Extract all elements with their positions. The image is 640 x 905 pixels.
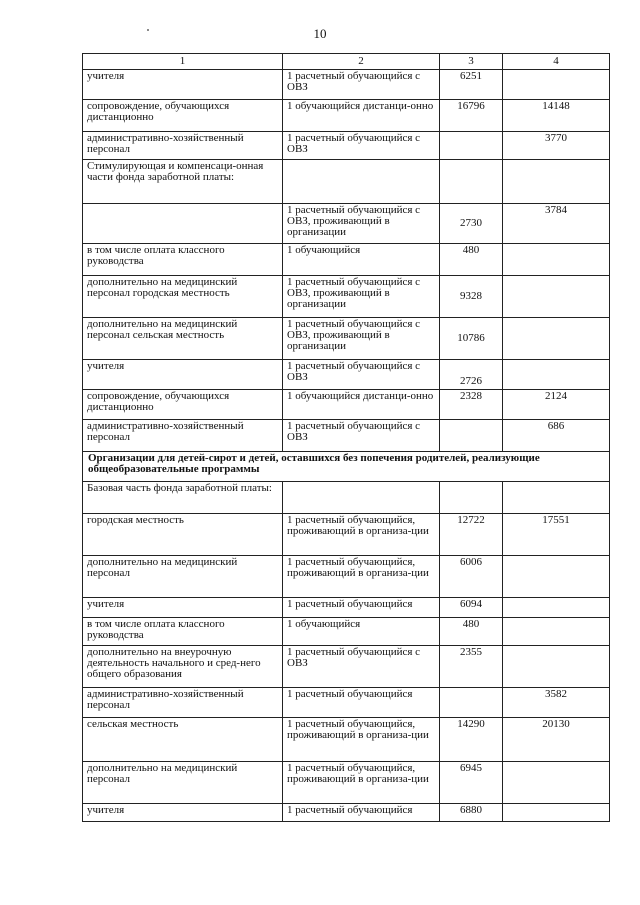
- table-row: [83, 360, 610, 390]
- value-cell: 9328: [440, 276, 503, 318]
- value-cell: [440, 482, 503, 514]
- extra-value-cell: 686: [503, 420, 610, 452]
- unit-cell: 1 расчетный обучающийся, проживающий в организа-ции: [283, 718, 440, 762]
- unit-cell: 1 расчетный обучающийся с ОВЗ: [283, 70, 440, 100]
- extra-value-cell: 3770: [503, 132, 610, 160]
- value-cell: [440, 688, 503, 718]
- table-row: [83, 482, 610, 514]
- unit-cell: 1 расчетный обучающийся с ОВЗ, проживающий в организации: [283, 276, 440, 318]
- extra-value-cell: [503, 646, 610, 688]
- table-row: [83, 514, 610, 556]
- column-number-3: 3: [440, 54, 503, 70]
- value-cell: 2730: [440, 204, 503, 244]
- value-cell: 6094: [440, 598, 503, 618]
- page-number: 10: [313, 26, 327, 41]
- table-row: [83, 100, 610, 132]
- indicator-cell: учителя: [83, 70, 283, 100]
- value-cell: 480: [440, 618, 503, 646]
- extra-value-cell: [503, 360, 610, 390]
- value-cell: [440, 420, 503, 452]
- extra-value-cell: [503, 762, 610, 804]
- table-row: [83, 160, 610, 204]
- table-row: [83, 70, 610, 100]
- extra-value-cell: [503, 160, 610, 204]
- extra-value-cell: [503, 804, 610, 822]
- value-cell: 2355: [440, 646, 503, 688]
- table-row: [83, 646, 610, 688]
- table-row: [83, 132, 610, 160]
- extra-value-cell: 17551: [503, 514, 610, 556]
- unit-cell: 1 обучающийся: [283, 244, 440, 276]
- column-number-2: 2: [283, 54, 440, 70]
- table-row: [83, 244, 610, 276]
- value-cell: 12722: [440, 514, 503, 556]
- table-row: [83, 762, 610, 804]
- extra-value-cell: [503, 618, 610, 646]
- unit-cell: 1 расчетный обучающийся, проживающий в организа-ции: [283, 762, 440, 804]
- table-row: [83, 598, 610, 618]
- extra-value-cell: 14148: [503, 100, 610, 132]
- column-number-4: 4: [503, 54, 610, 70]
- value-cell: 6880: [440, 804, 503, 822]
- indicator-cell: административно-хозяйственный персонал: [83, 688, 283, 718]
- allocation-table: [82, 53, 610, 822]
- indicator-cell: учителя: [83, 804, 283, 822]
- indicator-cell: дополнительно на медицинский персонал городская местность: [83, 276, 283, 318]
- extra-value-cell: 20130: [503, 718, 610, 762]
- unit-cell: 1 расчетный обучающийся с ОВЗ, проживающий в организации: [283, 204, 440, 244]
- table-row: [83, 804, 610, 822]
- table-row: [83, 276, 610, 318]
- table-body: [83, 70, 610, 822]
- table-row: [83, 318, 610, 360]
- indicator-cell: учителя: [83, 598, 283, 618]
- indicator-cell: дополнительно на медицинский персонал сельская местность: [83, 318, 283, 360]
- unit-cell: 1 расчетный обучающийся, проживающий в организа-ции: [283, 514, 440, 556]
- indicator-cell: дополнительно на медицинский персонал: [83, 762, 283, 804]
- indicator-cell: административно-хозяйственный персонал: [83, 132, 283, 160]
- unit-cell: 1 расчетный обучающийся с ОВЗ, проживающий в организации: [283, 318, 440, 360]
- extra-value-cell: [503, 598, 610, 618]
- extra-value-cell: [503, 482, 610, 514]
- column-number-row: [83, 54, 610, 70]
- extra-value-cell: [503, 556, 610, 598]
- extra-value-cell: [503, 276, 610, 318]
- table-row: [83, 420, 610, 452]
- unit-cell: 1 обучающийся: [283, 618, 440, 646]
- indicator-cell: сопровождение, обучающихся дистанционно: [83, 100, 283, 132]
- column-number-1: 1: [83, 54, 283, 70]
- scan-speck: [147, 29, 149, 31]
- indicator-cell: городская местность: [83, 514, 283, 556]
- indicator-cell: Базовая часть фонда заработной платы:: [83, 482, 283, 514]
- table-row: [83, 718, 610, 762]
- extra-value-cell: [503, 244, 610, 276]
- indicator-cell: сельская местность: [83, 718, 283, 762]
- unit-cell: [283, 482, 440, 514]
- unit-cell: [283, 160, 440, 204]
- indicator-cell: учителя: [83, 360, 283, 390]
- extra-value-cell: 3582: [503, 688, 610, 718]
- value-cell: 6251: [440, 70, 503, 100]
- indicator-cell: административно-хозяйственный персонал: [83, 420, 283, 452]
- indicator-cell: дополнительно на внеурочную деятельность начального и сред-него общего образования: [83, 646, 283, 688]
- unit-cell: 1 расчетный обучающийся с ОВЗ: [283, 132, 440, 160]
- unit-cell: 1 расчетный обучающийся: [283, 804, 440, 822]
- unit-cell: 1 расчетный обучающийся: [283, 598, 440, 618]
- indicator-cell: [83, 204, 283, 244]
- extra-value-cell: [503, 70, 610, 100]
- indicator-cell: дополнительно на медицинский персонал: [83, 556, 283, 598]
- value-cell: 480: [440, 244, 503, 276]
- table-row: [83, 618, 610, 646]
- table-row: [83, 204, 610, 244]
- indicator-cell: Стимулирующая и компенсаци-онная части фонда заработной платы:: [83, 160, 283, 204]
- unit-cell: 1 обучающийся дистанци-онно: [283, 100, 440, 132]
- extra-value-cell: 3784: [503, 204, 610, 244]
- table-row: [83, 688, 610, 718]
- extra-value-cell: 2124: [503, 390, 610, 420]
- value-cell: 6006: [440, 556, 503, 598]
- table-row: [83, 390, 610, 420]
- value-cell: 16796: [440, 100, 503, 132]
- unit-cell: 1 расчетный обучающийся: [283, 688, 440, 718]
- value-cell: [440, 160, 503, 204]
- unit-cell: 1 обучающийся дистанци-онно: [283, 390, 440, 420]
- unit-cell: 1 расчетный обучающийся с ОВЗ: [283, 420, 440, 452]
- unit-cell: 1 расчетный обучающийся с ОВЗ: [283, 360, 440, 390]
- value-cell: 10786: [440, 318, 503, 360]
- indicator-cell: сопровождение, обучающихся дистанционно: [83, 390, 283, 420]
- section-heading-row: [83, 452, 610, 482]
- extra-value-cell: [503, 318, 610, 360]
- value-cell: 6945: [440, 762, 503, 804]
- section-heading: Организации для детей-сирот и детей, оставшихся без попечения родителей, реализующие общеобразовательные программы: [83, 452, 610, 482]
- value-cell: 2726: [440, 360, 503, 390]
- value-cell: 2328: [440, 390, 503, 420]
- table-row: [83, 556, 610, 598]
- indicator-cell: в том числе оплата классного руководства: [83, 244, 283, 276]
- value-cell: 14290: [440, 718, 503, 762]
- indicator-cell: в том числе оплата классного руководства: [83, 618, 283, 646]
- value-cell: [440, 132, 503, 160]
- unit-cell: 1 расчетный обучающийся, проживающий в организа-ции: [283, 556, 440, 598]
- unit-cell: 1 расчетный обучающийся с ОВЗ: [283, 646, 440, 688]
